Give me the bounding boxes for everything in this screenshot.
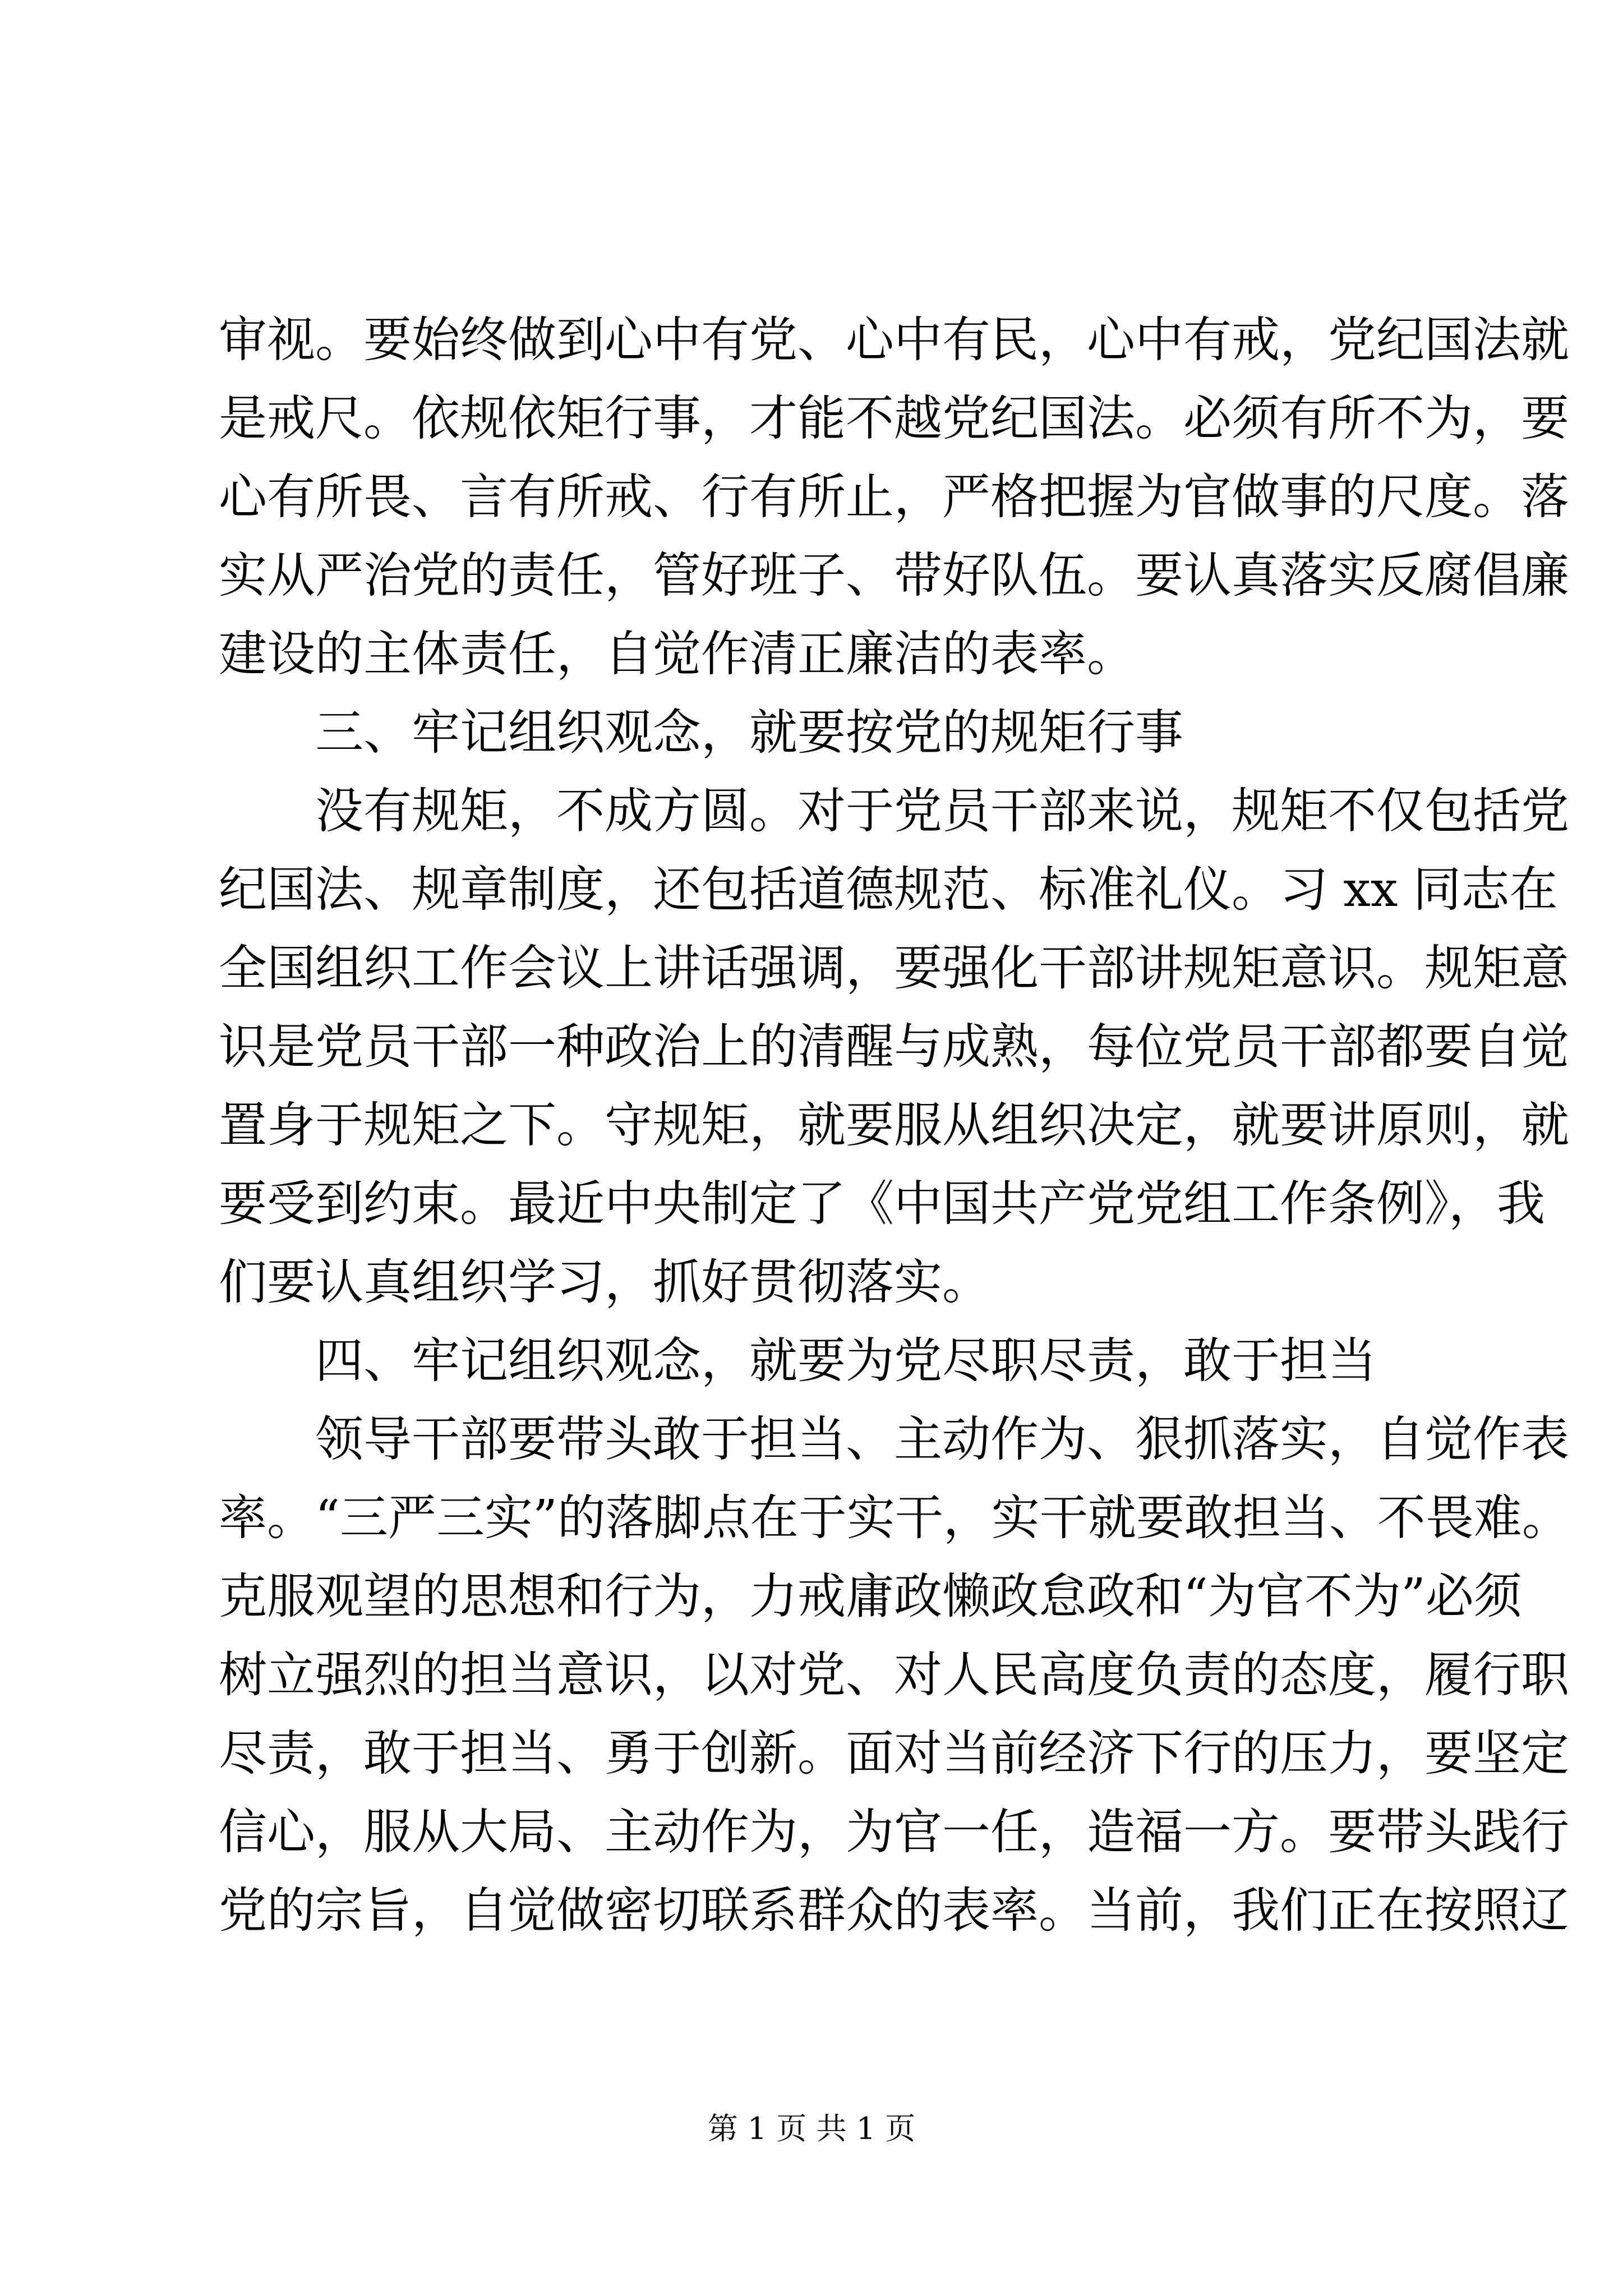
body-text-line: 树立强烈的担当意识，以对党、对人民高度负责的态度，履行职 [219,1647,1569,1703]
body-text-line: 率。“三严三实”的落脚点在于实干，实干就要敢担当、不畏难。 [219,1490,1570,1546]
body-text-line: 们要认真组织学习，抓好贯彻落实。 [219,1254,990,1310]
body-text-line: 识是党员干部一种政治上的清醒与成熟，每位党员干部都要自觉 [219,1019,1569,1075]
body-text-line: 纪国法、规章制度，还包括道德规范、标准礼仪。习 xx 同志在 [219,862,1558,918]
body-text-line: 要受到约束。最近中央制定了《中国共产党党组工作条例》，我 [219,1176,1545,1232]
body-text-line: 建设的主体责任，自觉作清正廉洁的表率。 [219,626,1135,682]
body-text-line: 置身于规矩之下。守规矩，就要服从组织决定，就要讲原则，就 [219,1097,1569,1153]
page-number-footer: 第 1 页 共 1 页 [707,2111,916,2146]
body-text-line: 全国组织工作会议上讲话强调，要强化干部讲规矩意识。规矩意 [219,940,1569,996]
body-text-line: 是戒尺。依规依矩行事，才能不越党纪国法。必须有所不为，要 [219,390,1569,447]
body-text-line: 尽责，敢于担当、勇于创新。面对当前经济下行的压力，要坚定 [219,1726,1569,1782]
section-heading: 四、牢记组织观念，就要为党尽职尽责，敢于担当 [315,1333,1376,1389]
section-heading: 三、牢记组织观念，就要按党的规矩行事 [315,705,1183,761]
body-text-line: 心有所畏、言有所戒、行有所止，严格把握为官做事的尺度。落 [219,469,1569,525]
paragraph-first-line: 没有规矩，不成方圆。对于党员干部来说，规矩不仅包括党 [315,783,1569,839]
paragraph-first-line: 领导干部要带头敢于担当、主动作为、狠抓落实，自觉作表 [315,1411,1569,1467]
body-text-line: 实从严治党的责任，管好班子、带好队伍。要认真落实反腐倡廉 [219,547,1569,604]
body-text-line: 信心，服从大局、主动作为，为官一任，造福一方。要带头践行 [219,1804,1569,1860]
body-text-line: 党的宗旨，自觉做密切联系群众的表率。当前，我们正在按照辽 [219,1883,1569,1939]
body-text-line: 克服观望的思想和行为，力戒庸政懒政怠政和“为官不为”必须 [219,1568,1522,1625]
body-text-line: 审视。要始终做到心中有党、心中有民，心中有戒，党纪国法就 [219,312,1569,368]
